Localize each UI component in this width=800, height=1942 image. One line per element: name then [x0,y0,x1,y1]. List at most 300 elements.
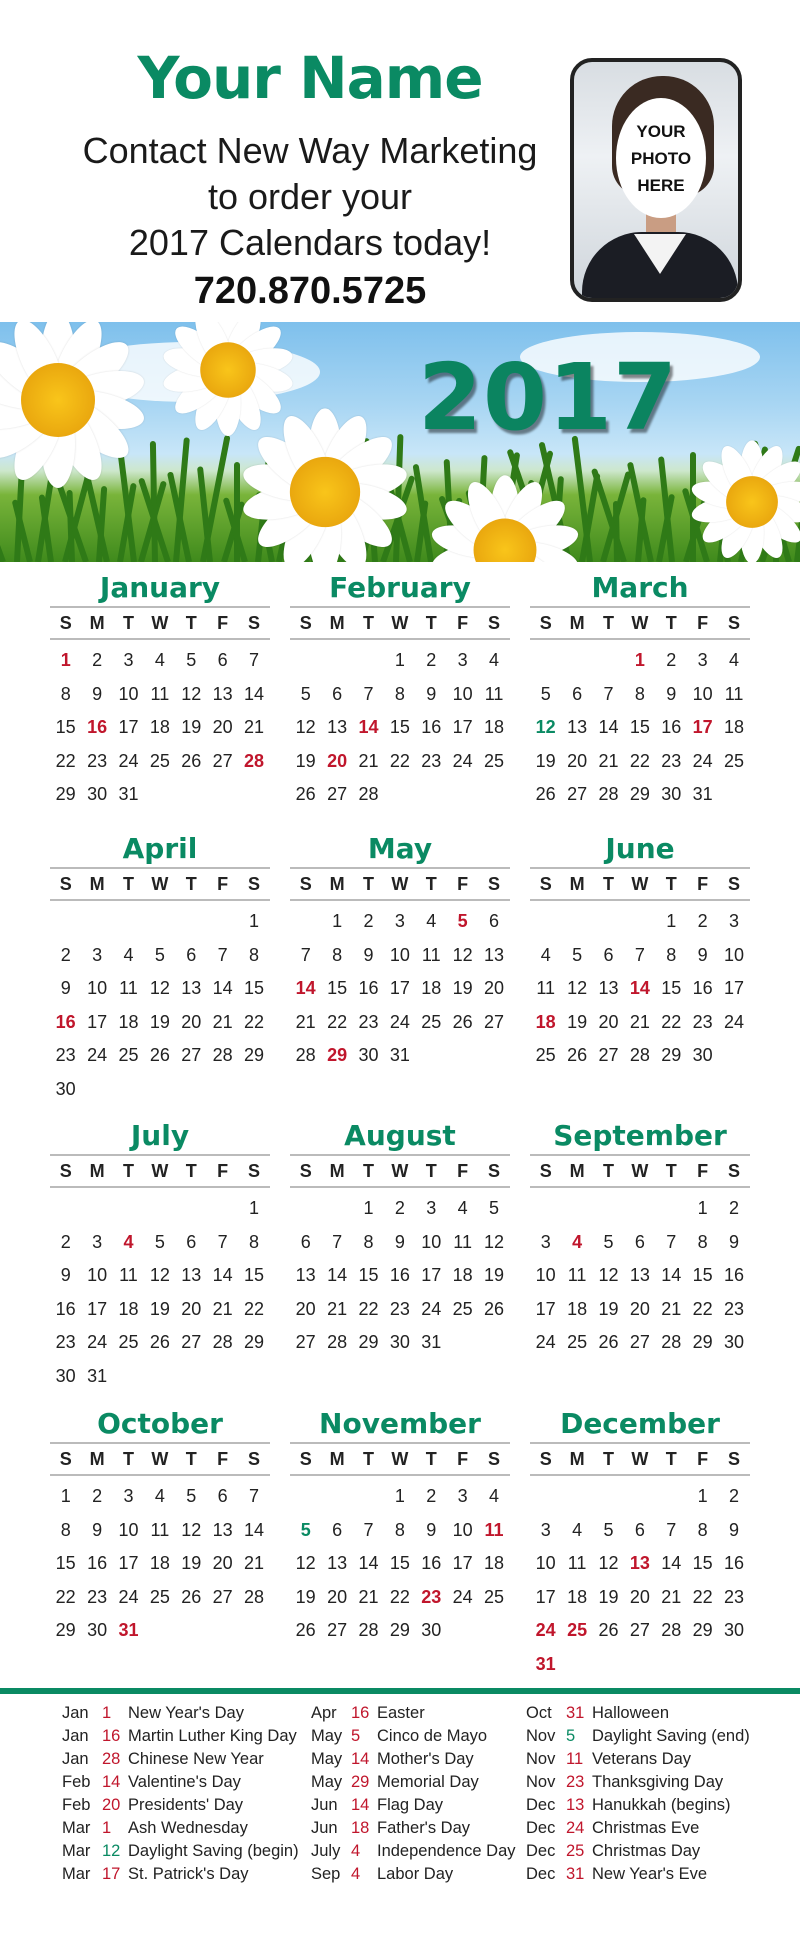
weekday-label: S [59,1448,72,1469]
weekday-label: M [329,1160,345,1181]
day-cell: 27 [484,1011,505,1032]
phone-number: 720.870.5725 [193,270,427,312]
weekday-label: T [665,1448,677,1469]
weekday-label: T [425,873,437,894]
day-cell: 31 [421,1332,442,1353]
day-cell: 15 [629,717,650,738]
day-cell: 21 [244,1553,265,1574]
day-cell: 1 [363,1198,374,1218]
day-cell: 8 [666,944,677,965]
day-cell: 23 [55,1045,76,1066]
holiday-name: New Year's Day [128,1704,244,1722]
day-grid [50,1188,270,1394]
day-cell: 16 [692,978,713,999]
day-cell: 2 [729,1486,740,1506]
holiday-day: 18 [351,1819,370,1837]
holiday-month: Sep [311,1865,341,1883]
holiday-month: Nov [526,1727,556,1745]
weekday-label: F [457,612,469,633]
month-name: September [553,1119,727,1152]
day-cell: 29 [244,1332,265,1353]
day-cell: 4 [426,911,437,931]
weekday-label: M [569,1448,585,1469]
weekday-header [290,606,510,640]
empty-cell [593,905,624,939]
day-cell: 14 [244,683,265,704]
day-cell: 9 [92,1519,103,1540]
day-cell: 10 [389,944,410,965]
weekday-label: W [631,873,649,894]
weekday-label: F [697,1448,709,1469]
holiday-item [62,1702,299,1725]
day-cell: 25 [484,1586,505,1607]
month-name: July [130,1119,190,1152]
day-cell: 26 [598,1620,619,1641]
day-cell: 11 [150,1519,170,1540]
day-cell: 2 [666,650,677,670]
day-cell: 13 [484,944,505,965]
day-cell: 21 [358,750,379,771]
weekday-label: M [329,873,345,894]
day-cell: 3 [394,911,405,931]
day-cell: 26 [535,784,556,805]
day-cell: 11 [119,978,138,999]
weekday-label: T [362,1448,374,1469]
empty-cell [50,1192,81,1226]
empty-cell [176,905,207,939]
day-cell: 15 [327,978,348,999]
holiday-month: Dec [526,1819,556,1837]
day-cell: 5 [572,944,583,965]
month-february [290,570,510,812]
day-cell: 23 [55,1332,76,1353]
holiday-item [311,1817,516,1840]
empty-cell [321,644,352,678]
weekday-label: T [425,612,437,633]
day-cell: 14 [358,717,379,738]
day-cell: 17 [421,1265,442,1286]
day-cell: 28 [661,1620,682,1641]
holiday-name: Flag Day [377,1796,444,1814]
day-cell: 22 [244,1298,265,1319]
holiday-item [526,1748,750,1771]
holiday-month: Jan [62,1750,89,1768]
day-cell: 23 [692,1011,713,1032]
day-cell: 4 [123,1231,134,1252]
day-cell: 8 [697,1519,708,1540]
empty-cell [144,1192,175,1226]
empty-cell [144,905,175,939]
day-cell: 11 [484,683,504,704]
day-cell: 19 [181,1553,202,1574]
day-cell: 9 [729,1231,740,1252]
weekday-label: S [248,873,261,894]
holiday-month: Feb [62,1796,91,1814]
day-cell: 28 [212,1332,233,1353]
weekday-header [290,1442,510,1476]
month-name: August [344,1119,456,1152]
day-cell: 17 [452,717,473,738]
day-cell: 10 [535,1265,556,1286]
day-cell: 20 [484,978,505,999]
day-cell: 2 [60,944,71,965]
day-cell: 19 [535,750,556,771]
day-cell: 6 [634,1519,645,1540]
day-cell: 31 [692,784,713,805]
holiday-month: Apr [311,1704,337,1722]
day-cell: 17 [452,1553,473,1574]
day-cell: 16 [421,717,442,738]
weekday-header [50,1154,270,1188]
day-cell: 27 [295,1332,316,1353]
day-cell: 6 [186,944,197,965]
day-cell: 17 [118,1553,139,1574]
empty-cell [207,905,238,939]
day-cell: 27 [181,1045,202,1066]
day-cell: 15 [692,1265,713,1286]
empty-cell [530,1480,561,1514]
day-cell: 24 [724,1011,745,1032]
holiday-day: 4 [351,1842,361,1860]
day-cell: 9 [60,1265,71,1286]
holiday-name: Thanksgiving Day [592,1773,724,1791]
holiday-name: Christmas Day [592,1842,701,1860]
calendar-year: 2017 [418,344,679,451]
weekday-label: T [665,873,677,894]
month-november [290,1406,510,1648]
day-cell: 29 [661,1045,682,1066]
weekday-label: W [391,1160,409,1181]
empty-cell [290,644,321,678]
day-cell: 15 [358,1265,379,1286]
holiday-column [526,1702,750,1886]
day-cell: 10 [87,978,108,999]
day-cell: 8 [60,1519,71,1540]
day-cell: 22 [55,1586,76,1607]
weekday-label: T [185,1448,197,1469]
weekday-label: F [697,873,709,894]
day-cell: 15 [661,978,682,999]
weekday-label: T [425,1160,437,1181]
day-cell: 2 [92,650,103,670]
day-cell: 19 [181,717,202,738]
day-cell: 9 [394,1231,405,1252]
empty-cell [321,1480,352,1514]
day-cell: 30 [661,784,682,805]
day-cell: 23 [724,1298,745,1319]
day-cell: 12 [181,1519,202,1540]
day-cell: 21 [358,1586,379,1607]
day-cell: 13 [181,978,202,999]
day-cell: 16 [55,1298,76,1319]
empty-cell [207,1192,238,1226]
weekday-label: F [697,612,709,633]
weekday-label: W [631,612,649,633]
day-cell: 27 [327,784,348,805]
day-cell: 6 [217,650,228,670]
day-cell: 5 [154,1231,165,1252]
day-cell: 2 [697,911,708,931]
day-cell: 20 [295,1298,316,1319]
day-cell: 23 [87,750,108,771]
day-cell: 13 [598,978,619,999]
day-cell: 13 [629,1265,650,1286]
day-cell: 22 [389,750,410,771]
month-july [50,1118,270,1394]
empty-cell [353,644,384,678]
day-cell: 23 [661,750,682,771]
empty-cell [593,1480,624,1514]
holiday-item [311,1748,516,1771]
day-cell: 19 [149,1011,170,1032]
day-cell: 2 [92,1486,103,1506]
empty-cell [561,644,592,678]
day-cell: 24 [87,1332,108,1353]
weekday-label: S [248,1160,261,1181]
weekday-label: W [151,1448,169,1469]
day-cell: 9 [697,944,708,965]
day-cell: 7 [217,1231,228,1252]
month-june [530,831,750,1073]
day-grid [530,640,750,812]
day-cell: 17 [118,717,139,738]
holiday-name: New Year's Eve [592,1865,708,1883]
day-cell: 19 [567,1011,588,1032]
weekday-header [530,867,750,901]
day-cell: 1 [697,1198,708,1218]
daisy-center [200,342,256,398]
holiday-month: Jun [311,1819,338,1837]
weekday-label: F [457,1448,469,1469]
contact-line-3: 2017 Calendars today! [128,222,492,263]
day-cell: 31 [87,1365,108,1386]
advertiser-name: Your Name [137,44,483,112]
day-cell: 30 [55,1365,76,1386]
day-cell: 26 [567,1045,588,1066]
day-cell: 9 [363,944,374,965]
day-cell: 20 [327,750,348,771]
day-cell: 7 [249,1486,260,1506]
holiday-item [526,1725,750,1748]
day-cell: 2 [363,911,374,931]
day-cell: 16 [55,1011,76,1032]
holiday-item [311,1840,516,1863]
weekday-label: T [602,1448,614,1469]
day-cell: 29 [55,784,76,805]
day-cell: 4 [154,1486,165,1506]
month-october [50,1406,270,1648]
day-cell: 16 [87,1553,108,1574]
day-cell: 21 [244,717,265,738]
day-cell: 10 [87,1265,108,1286]
day-cell: 21 [327,1298,348,1319]
day-cell: 17 [535,1586,556,1607]
weekday-label: S [299,1160,312,1181]
day-cell: 14 [327,1265,348,1286]
day-grid [530,901,750,1073]
day-cell: 24 [118,1586,139,1607]
day-cell: 11 [119,1265,138,1286]
weekday-label: W [151,612,169,633]
holiday-name: Ash Wednesday [128,1819,248,1837]
day-cell: 30 [724,1332,745,1353]
empty-cell [530,1192,561,1226]
day-cell: 1 [666,911,677,931]
day-cell: 18 [567,1298,588,1319]
day-cell: 11 [536,978,556,999]
weekday-label: T [185,612,197,633]
day-cell: 8 [363,1231,374,1252]
month-name: May [367,832,433,865]
day-grid [50,1476,270,1648]
day-cell: 12 [452,944,473,965]
weekday-label: T [122,1448,134,1469]
day-cell: 16 [724,1553,745,1574]
day-cell: 9 [426,683,437,704]
empty-cell [624,1192,655,1226]
day-cell: 15 [389,717,410,738]
holiday-day: 31 [566,1704,585,1722]
day-cell: 2 [426,650,437,670]
day-cell: 27 [567,784,588,805]
day-cell: 16 [87,717,108,738]
holiday-item [311,1702,516,1725]
weekday-label: S [488,873,501,894]
holiday-month: Feb [62,1773,91,1791]
day-cell: 1 [60,650,71,670]
day-cell: 27 [598,1045,619,1066]
day-cell: 29 [692,1332,713,1353]
weekday-label: W [631,1448,649,1469]
holiday-month: Jan [62,1704,89,1722]
day-cell: 28 [295,1045,316,1066]
day-cell: 19 [598,1298,619,1319]
weekday-label: S [59,612,72,633]
day-cell: 30 [87,1620,108,1641]
day-cell: 29 [692,1620,713,1641]
empty-cell [290,905,321,939]
day-cell: 3 [457,1486,468,1506]
day-cell: 24 [692,750,713,771]
empty-cell [321,1192,352,1226]
day-cell: 16 [358,978,379,999]
day-cell: 6 [603,944,614,965]
day-cell: 20 [567,750,588,771]
weekday-label: S [248,1448,261,1469]
photo-face-oval [616,98,706,218]
weekday-label: W [391,873,409,894]
weekday-label: M [329,1448,345,1469]
day-cell: 13 [327,1553,348,1574]
day-cell: 3 [426,1198,437,1218]
day-cell: 10 [724,944,745,965]
month-name: November [319,1407,481,1440]
day-cell: 20 [327,1586,348,1607]
holiday-name: St. Patrick's Day [128,1865,249,1883]
month-may [290,831,510,1073]
day-cell: 16 [389,1265,410,1286]
day-cell: 17 [692,717,713,738]
contact-line-1: Contact New Way Marketing [82,130,538,171]
weekday-label: S [488,612,501,633]
day-cell: 12 [567,978,588,999]
day-cell: 19 [149,1298,170,1319]
weekday-header [50,1442,270,1476]
day-cell: 29 [327,1045,348,1066]
holiday-month: July [311,1842,341,1860]
holiday-name: Halloween [592,1704,670,1722]
day-cell: 30 [421,1620,442,1641]
day-cell: 12 [484,1231,505,1252]
holiday-name: Daylight Saving (end) [592,1727,750,1745]
day-cell: 23 [87,1586,108,1607]
day-cell: 10 [535,1553,556,1574]
day-cell: 8 [249,944,260,965]
weekday-label: W [151,1160,169,1181]
day-cell: 22 [661,1011,682,1032]
day-cell: 22 [389,1586,410,1607]
empty-cell [290,1480,321,1514]
day-cell: 25 [567,1332,588,1353]
day-cell: 30 [692,1045,713,1066]
empty-cell [593,1192,624,1226]
holiday-month: May [311,1750,343,1768]
day-cell: 23 [724,1586,745,1607]
holiday-item [311,1771,516,1794]
day-cell: 22 [358,1298,379,1319]
holiday-item [526,1817,750,1840]
day-cell: 21 [598,750,619,771]
day-cell: 10 [118,683,139,704]
empty-cell [624,1480,655,1514]
day-cell: 26 [295,784,316,805]
day-grid [290,1476,510,1648]
day-cell: 6 [332,683,343,704]
day-cell: 8 [394,1519,405,1540]
weekday-label: T [185,1160,197,1181]
day-cell: 29 [55,1620,76,1641]
day-cell: 10 [452,1519,473,1540]
day-cell: 29 [244,1045,265,1066]
holiday-name: Chinese New Year [128,1750,264,1768]
day-cell: 9 [729,1519,740,1540]
holiday-day: 1 [102,1704,112,1722]
day-cell: 22 [244,1011,265,1032]
day-cell: 28 [212,1045,233,1066]
day-cell: 31 [535,1653,556,1674]
day-cell: 20 [181,1011,202,1032]
holiday-column [311,1702,516,1886]
day-cell: 11 [421,944,441,965]
day-cell: 18 [149,717,170,738]
day-cell: 7 [666,1231,677,1252]
weekday-label: S [299,612,312,633]
day-cell: 26 [598,1332,619,1353]
day-cell: 14 [661,1265,682,1286]
day-cell: 18 [535,1011,556,1032]
day-cell: 15 [55,1553,76,1574]
divider-bar [0,1688,800,1694]
day-cell: 18 [484,1553,505,1574]
day-cell: 2 [426,1486,437,1506]
weekday-label: F [217,873,229,894]
day-cell: 5 [186,1486,197,1506]
day-cell: 5 [154,944,165,965]
day-cell: 14 [661,1553,682,1574]
empty-cell [81,1192,112,1226]
day-cell: 7 [300,944,311,965]
day-cell: 6 [572,683,583,704]
